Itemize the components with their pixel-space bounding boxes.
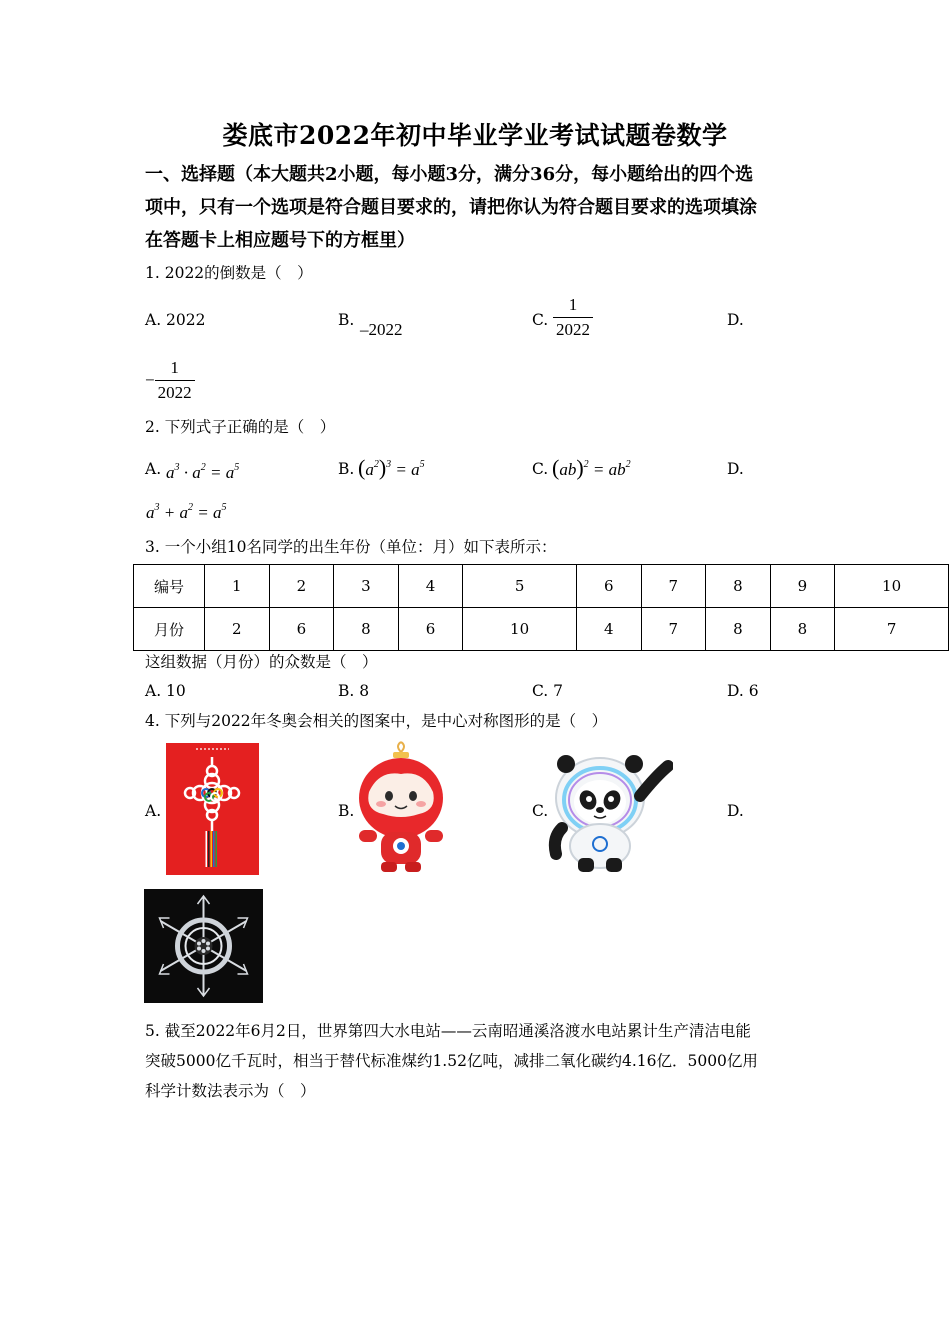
- q5-line-1: 5. 截至2022年6月2日，世界第四大水电站——云南昭通溪洛渡水电站累计生产清洁电能: [145, 1022, 751, 1040]
- q4-option-d-label: D.: [727, 802, 744, 820]
- q3-option-d: D. 6: [727, 682, 759, 700]
- table-cell: 8: [334, 608, 399, 651]
- q1-option-a: A. 2022: [145, 311, 206, 329]
- table-cell: 3: [334, 565, 399, 608]
- q3-option-a: A. 10: [145, 682, 186, 700]
- table-cell: 9: [770, 565, 835, 608]
- section-line-3: 在答题卡上相应题号下的方框里）: [145, 230, 415, 251]
- table-cell: 10: [463, 608, 577, 651]
- q2-option-a-label: A.: [145, 460, 162, 478]
- q2-option-b-label: B.: [338, 460, 355, 478]
- table-cell: 4: [398, 565, 463, 608]
- table-cell: 4: [576, 608, 641, 651]
- table-cell: 7: [641, 565, 706, 608]
- table-cell: 8: [770, 608, 835, 651]
- q4-option-a-label: A.: [145, 802, 162, 820]
- table-cell: 6: [269, 608, 334, 651]
- question-2-stem: 2. 下列式子正确的是（ ）: [145, 418, 336, 436]
- q2-option-d-label: D.: [727, 460, 744, 478]
- q2-option-d-formula: $a^3 + a^2 = a^5$: [146, 502, 227, 522]
- q1-c-denominator: 2022: [556, 320, 590, 339]
- q1-d-numerator: 1: [155, 356, 195, 381]
- q1-d-sign: −: [145, 370, 155, 390]
- table-cell: 6: [576, 565, 641, 608]
- section-header: [145, 158, 805, 257]
- table-cell: 7: [835, 608, 949, 651]
- table-cell: 8: [706, 608, 771, 651]
- table-cell: 5: [463, 565, 577, 608]
- q2-option-c-label: C.: [532, 460, 549, 478]
- table-cell: 10: [835, 565, 949, 608]
- panda-mascot-image: [548, 750, 673, 879]
- snowflake-image: [144, 889, 263, 1007]
- lantern-mascot-image: [355, 740, 447, 879]
- chinese-knot-image: [166, 743, 259, 879]
- q2-option-a-formula: $a^3 \cdot a^2 = a^5$: [166, 462, 240, 482]
- q2-option-c-formula: $(ab)^2 = ab^2$: [552, 455, 631, 480]
- table-cell: 1: [205, 565, 270, 608]
- q1-c-numerator: 1: [553, 293, 593, 318]
- table-row-number: [134, 565, 949, 608]
- table-cell: 2: [205, 608, 270, 651]
- q3-option-b: B. 8: [338, 682, 370, 700]
- page-title: 娄底市2022年初中毕业学业考试试题卷数学: [222, 121, 728, 150]
- q4-option-c-label: C.: [532, 802, 549, 820]
- question-3-stem: 3. 一个小组10名同学的出生年份（单位：月）如下表所示：: [145, 538, 557, 556]
- q1-option-c-fraction: [553, 293, 593, 342]
- q1-option-b-label: B.: [338, 311, 355, 329]
- q1-option-d-label: D.: [727, 311, 744, 329]
- section-line-2: 项中，只有一个选项是符合题目要求的，请把你认为符合题目要求的选项填涂: [145, 197, 757, 218]
- table-header-number: 编号: [134, 565, 205, 608]
- q3-option-c: C. 7: [532, 682, 564, 700]
- q2-option-b-formula: $(a^2)^3 = a^5$: [358, 455, 425, 480]
- question-3-ask: 这组数据（月份）的众数是（ ）: [145, 653, 378, 671]
- q5-line-3: 科学计数法表示为（ ）: [145, 1082, 316, 1100]
- table-cell: 8: [706, 565, 771, 608]
- table-header-month: 月份: [134, 608, 205, 651]
- section-line-1: 一、选择题（本大题共2小题，每小题3分，满分36分，每小题给出的四个选: [145, 164, 754, 185]
- table-cell: 7: [641, 608, 706, 651]
- table-row-month: [134, 608, 949, 651]
- q5-line-2: 突破5000亿千瓦时，相当于替代标准煤约1.52亿吨，减排二氧化碳约4.16亿．5000亿用: [145, 1052, 758, 1070]
- question-1-stem: 1. 2022的倒数是（ ）: [145, 264, 313, 282]
- question-5: [145, 1016, 758, 1106]
- q4-option-b-label: B.: [338, 802, 355, 820]
- q1-option-c-label: C.: [532, 311, 549, 329]
- birth-month-table: [133, 564, 949, 651]
- q1-option-d-fraction: [145, 356, 195, 405]
- table-cell: 6: [398, 608, 463, 651]
- q1-option-b-value: –2022: [360, 320, 403, 339]
- table-cell: 2: [269, 565, 334, 608]
- q1-d-denominator: 2022: [157, 383, 192, 402]
- question-4-stem: 4. 下列与2022年冬奥会相关的图案中，是中心对称图形的是（ ）: [145, 712, 608, 730]
